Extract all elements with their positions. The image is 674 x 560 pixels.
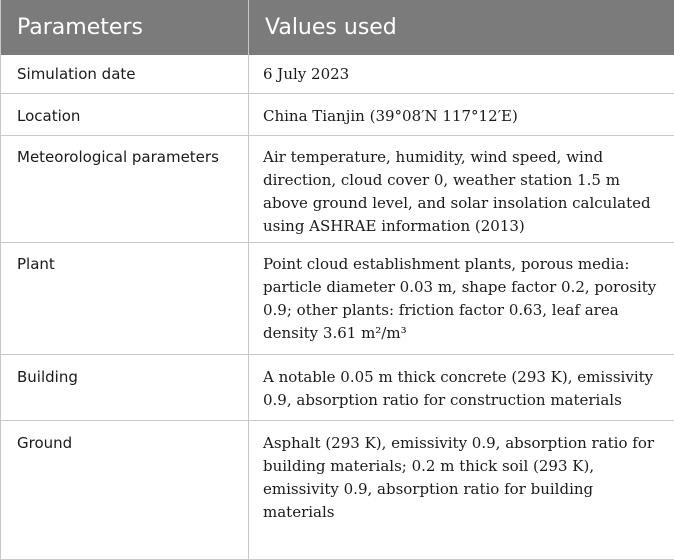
table-row — [1, 55, 674, 93]
value-cell: Asphalt (293 K), emissivity 0.9, absorption ratio for building materials; 0.2 m thick soil (293 K), emissivity 0.9, absorption ratio for building materials — [249, 420, 674, 559]
value-cell: China Tianjin (39°08′N 117°12′E) — [249, 93, 674, 135]
table-row — [1, 354, 674, 420]
value-cell: Point cloud establishment plants, porous media: particle diameter 0.03 m, shape factor 0.2, porosity 0.9; other plants: friction factor 0.63, leaf area density 3.61 m²/m³ — [249, 242, 674, 354]
table-row — [1, 93, 674, 135]
parameter-cell: Building — [1, 354, 249, 420]
parameter-cell: Plant — [1, 242, 249, 354]
value-cell: Air temperature, humidity, wind speed, wind direction, cloud cover 0, weather station 1.5 m above ground level, and solar insolation calculated using ASHRAE information (2013) — [249, 135, 674, 242]
table-row — [1, 420, 674, 559]
value-cell: 6 July 2023 — [249, 55, 674, 93]
parameter-cell: Simulation date — [1, 55, 249, 93]
parameter-cell: Location — [1, 93, 249, 135]
table-row — [1, 242, 674, 354]
parameter-cell: Ground — [1, 420, 249, 559]
header-values-used: Values used — [249, 0, 674, 55]
header-parameters: Parameters — [1, 0, 249, 55]
value-cell: A notable 0.05 m thick concrete (293 K), emissivity 0.9, absorption ratio for construction materials — [249, 354, 674, 420]
table-row — [1, 135, 674, 242]
table-header-row — [1, 0, 674, 55]
parameter-cell: Meteorological parameters — [1, 135, 249, 242]
